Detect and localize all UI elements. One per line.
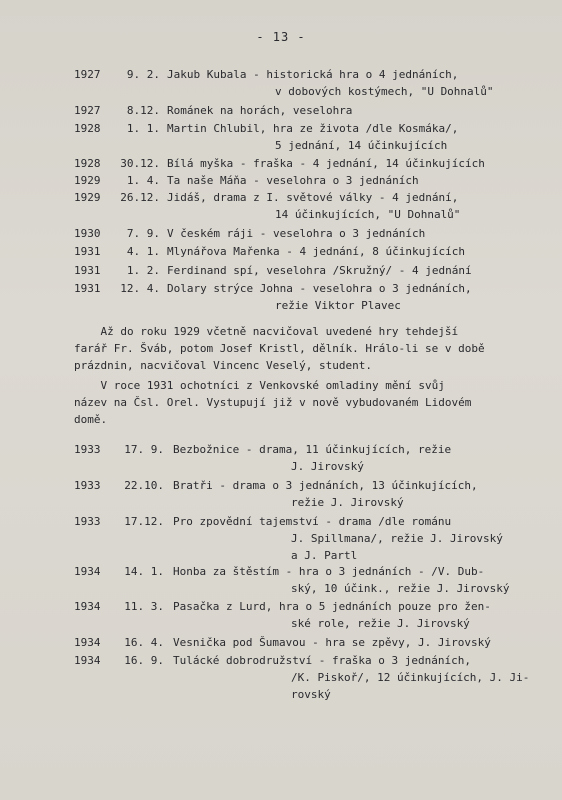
paragraph-line: farář Fr. Šváb, potom Josef Kristl, dělník. Hrálo-li se v době <box>74 342 485 355</box>
entry-year: 1927 <box>74 104 101 117</box>
entry-description-line: režie Viktor Plavec <box>275 299 401 312</box>
entry-date: 1. 1. <box>126 122 160 135</box>
entry-description-line: ské role, režie J. Jirovský <box>291 617 470 630</box>
entry-date: 8.12. <box>126 104 160 117</box>
entry-description-line: ský, 10 účink., režie J. Jirovský <box>291 582 510 595</box>
entry-description-line: Pasačka z Lurd, hra o 5 jednáních pouze pro žen- <box>173 600 491 613</box>
entry-description-line: V českém ráji - veselohra o 3 jednáních <box>167 227 426 240</box>
entry-year: 1934 <box>74 600 101 613</box>
entry-description-line: Pro zpovědní tajemství - drama /dle románu <box>173 515 452 528</box>
entry-description-line: Mlynářova Mařenka - 4 jednání, 8 účinkujících <box>167 245 466 258</box>
entry-description-line: Honba za štěstím - hra o 3 jednáních - /V. Dub- <box>173 565 485 578</box>
entry-description-line: Vesnička pod Šumavou - hra se zpěvy, J. Jirovský <box>173 636 491 649</box>
entry-date: 30.12. <box>120 157 160 170</box>
entry-description-line: J. Spillmana/, režie J. Jirovský <box>291 532 503 545</box>
entry-description-line: Bílá myška - fraška - 4 jednání, 14 účinkujících <box>167 157 485 170</box>
paragraph-directors <box>74 323 524 374</box>
entry-date: 7. 9. <box>126 227 160 240</box>
entry-description-line: Jakub Kubala - historická hra o 4 jednáních, <box>167 68 459 81</box>
paragraph-line: V roce 1931 ochotníci z Venkovské omladiny mění svůj <box>74 379 445 392</box>
entry-description-line: Ferdinand spí, veselohra /Skružný/ - 4 jednání <box>167 264 472 277</box>
paragraph-line: prázdnin, nacvičoval Vincenc Veselý, student. <box>74 359 373 372</box>
entry-date: 22.10. <box>124 479 164 492</box>
entry-description-line: J. Jirovský <box>291 460 364 473</box>
entry-description-line: Bratři - drama o 3 jednáních, 13 účinkujících, <box>173 479 478 492</box>
entry-date: 16. 4. <box>124 636 164 649</box>
entry-year: 1928 <box>74 157 101 170</box>
paragraph-line: Až do roku 1929 včetně nacvičoval uvedené hry tehdejší <box>74 325 459 338</box>
entry-description-line: Bezbožnice - drama, 11 účinkujících, režie <box>173 443 452 456</box>
entry-date: 17.12. <box>124 515 164 528</box>
entry-description-line: Jidáš, drama z I. světové války - 4 jednání, <box>167 191 459 204</box>
entry-date: 14. 1. <box>124 565 164 578</box>
page-number: - 13 - <box>256 30 306 44</box>
entry-description-line: Dolary strýce Johna - veselohra o 3 jednáních, <box>167 282 472 295</box>
entry-description-line: Martin Chlubil, hra ze života /dle Kosmáka/, <box>167 122 459 135</box>
entry-date: 9. 2. <box>126 68 160 81</box>
entry-year: 1934 <box>74 565 101 578</box>
paragraph-line: název na Čsl. Orel. Vystupují již v nově vybudovaném Lidovém <box>74 396 472 409</box>
paragraph-line: domě. <box>74 413 108 426</box>
entry-year: 1933 <box>74 515 101 528</box>
entry-description-line: rovský <box>291 688 331 701</box>
entry-date: 1. 2. <box>126 264 160 277</box>
entry-date: 4. 1. <box>126 245 160 258</box>
entry-description-line: Tulácké dobrodružství - fraška o 3 jednáních, <box>173 654 472 667</box>
entry-description-line: v dobových kostýmech, "U Dohnalů" <box>275 85 494 98</box>
entry-year: 1931 <box>74 264 101 277</box>
entry-description-line: /K. Piskoř/, 12 účinkujících, J. Ji- <box>291 671 530 684</box>
entry-date: 1. 4. <box>126 174 160 187</box>
entry-date: 12. 4. <box>120 282 160 295</box>
entry-year: 1929 <box>74 191 101 204</box>
entry-year: 1933 <box>74 443 101 456</box>
entry-year: 1927 <box>74 68 101 81</box>
entry-description-line: Ta naše Máňa - veselohra o 3 jednáních <box>167 174 419 187</box>
entry-year: 1934 <box>74 636 101 649</box>
entry-date: 17. 9. <box>124 443 164 456</box>
entry-year: 1928 <box>74 122 101 135</box>
entry-date: 26.12. <box>120 191 160 204</box>
entry-date: 16. 9. <box>124 654 164 667</box>
entry-year: 1931 <box>74 245 101 258</box>
entry-description-line: 5 jednání, 14 účinkujících <box>275 139 448 152</box>
entry-year: 1933 <box>74 479 101 492</box>
entry-description-line: Románek na horách, veselohra <box>167 104 353 117</box>
entry-description-line: režie J. Jirovský <box>291 496 404 509</box>
entry-description-line: a J. Partl <box>291 549 358 562</box>
entry-description-line: 14 účinkujících, "U Dohnalů" <box>275 208 461 221</box>
entry-year: 1931 <box>74 282 101 295</box>
paragraph-rename <box>74 377 524 428</box>
entry-year: 1934 <box>74 654 101 667</box>
entry-year: 1929 <box>74 174 101 187</box>
entry-date: 11. 3. <box>124 600 164 613</box>
entry-year: 1930 <box>74 227 101 240</box>
